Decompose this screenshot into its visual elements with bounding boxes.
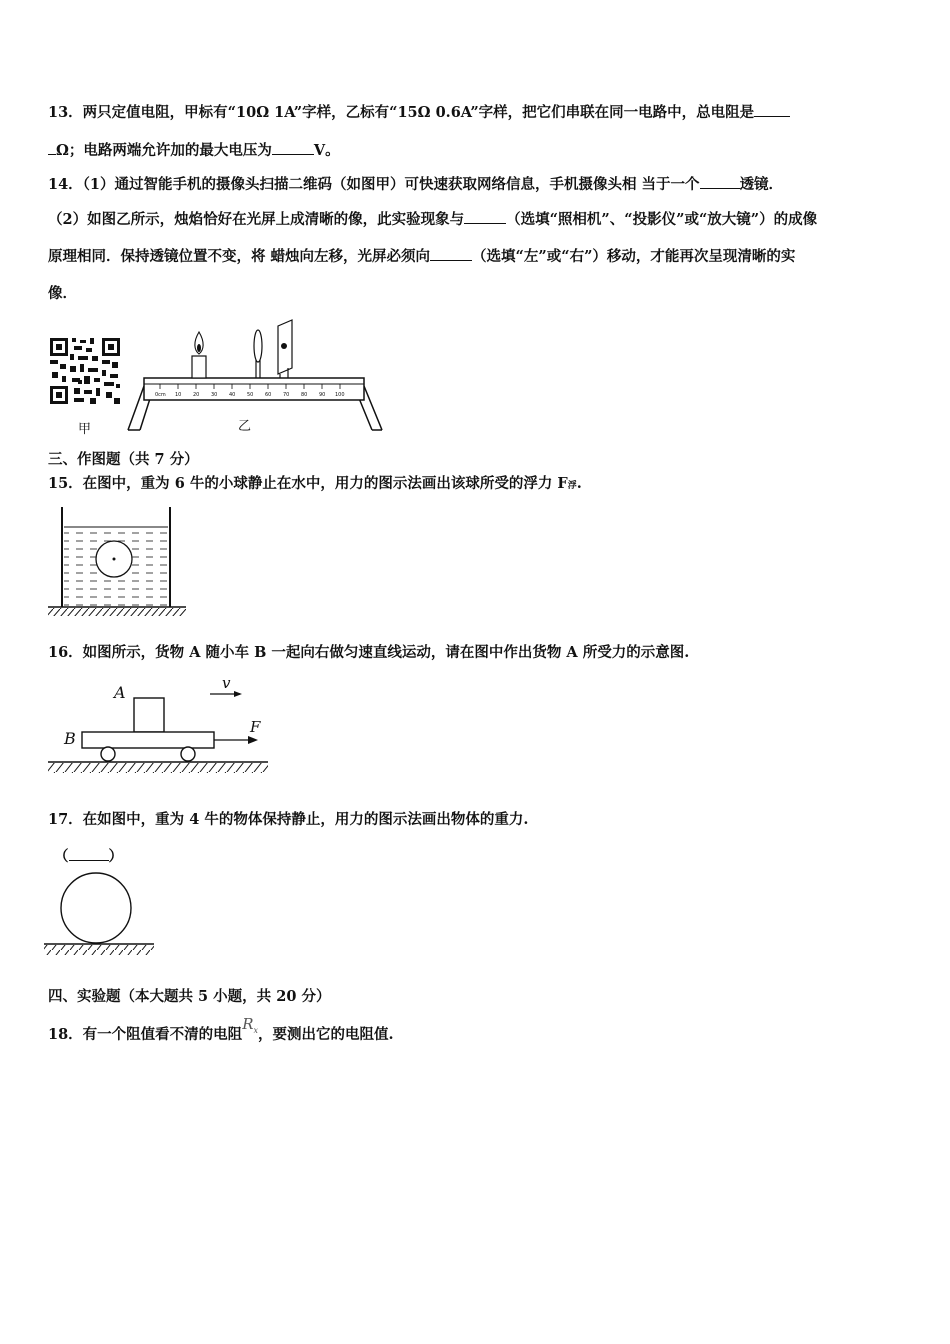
wheel-icon — [101, 747, 115, 761]
wheel-icon — [181, 747, 195, 761]
q14-text1b: 透镜． — [739, 176, 784, 193]
q14-text1: 14．（1）通过智能手机的摄像头扫描二维码（如图甲）可快速获取网络信息，手机摄像头相 当于一个 — [48, 176, 700, 193]
q13-text1: 13．两只定值电阻，甲标有“10Ω 1A”字样，乙标有“15Ω 0.6A”字样，把它们串联在同一电路中，总电阻是 — [48, 104, 755, 121]
q15-end: . — [576, 475, 582, 492]
ruler-tick-80: 80 — [301, 392, 308, 398]
fig-label-jia: 甲 — [78, 422, 92, 437]
ruler-tick-30: 30 — [211, 392, 218, 398]
q17-paren-open: （ — [54, 848, 69, 865]
q18-text-b: ，要测出它的电阻值. — [258, 1026, 394, 1043]
q13-text2: Ω；电路两端允许加的最大电压为 — [56, 142, 272, 159]
q17-line: 17．在如图中，重为 4 牛的物体保持静止，用力的图示法画出物体的重力. — [48, 811, 529, 828]
lens-icon — [254, 330, 262, 362]
q17-answer — [54, 846, 123, 867]
q14-text2: （2）如图乙所示，烛焰恰好在光屏上成清晰的像，此实验现象与 — [48, 211, 465, 228]
optical-bench-figure — [120, 318, 390, 434]
q15-sub: 浮 — [567, 481, 577, 491]
q15-text: 15．在图中，重为 6 牛的小球静止在水中，用力的图示法画出该球所受的浮力 F — [48, 475, 568, 492]
ruler-tick-50: 50 — [247, 392, 254, 398]
ball-on-ground-figure — [42, 870, 158, 960]
fig-label-yi: 乙 — [238, 419, 252, 434]
ball-in-water-figure — [46, 505, 188, 619]
section4-title: 四、实验题（本大题共 5 小题，共 20 分） — [48, 988, 331, 1005]
object-ball-icon — [61, 873, 131, 943]
section3-title: 三、作图题（共 7 分） — [48, 451, 199, 468]
q13-line2 — [48, 140, 340, 161]
ruler-tick-0: 0cm — [155, 392, 166, 398]
label-b: B — [64, 729, 76, 748]
q13-blank2 — [272, 140, 314, 155]
label-f: F — [250, 718, 261, 736]
q13-text3: V。 — [313, 142, 340, 159]
q13-blank1 — [754, 102, 790, 117]
resistor-symbol-sub: x — [253, 1026, 258, 1035]
cart-b-body — [82, 732, 214, 748]
q14-line3 — [48, 246, 795, 267]
q18-text-a: 18．有一个阻值看不清的电阻 — [48, 1026, 243, 1043]
q14-line2 — [48, 209, 817, 230]
ruler-tick-40: 40 — [229, 392, 236, 398]
q14-blank3 — [430, 246, 472, 261]
q14-line1 — [48, 174, 783, 195]
q18-line — [48, 1015, 394, 1047]
qr-code-image — [46, 334, 126, 409]
cart-figure — [46, 672, 272, 780]
ruler-tick-90: 90 — [319, 392, 326, 398]
ruler-tick-70: 70 — [283, 392, 290, 398]
q14-text3b: （选填“左”或“右”）移动，才能再次呈现清晰的实 — [472, 248, 796, 265]
ruler-tick-60: 60 — [265, 392, 272, 398]
label-v: v — [222, 674, 231, 692]
ruler-tick-10: 10 — [175, 392, 182, 398]
cargo-a-box — [134, 698, 164, 732]
resistor-symbol: R — [242, 1015, 254, 1033]
q13-blank1-cont — [48, 140, 56, 155]
q14-blank2 — [464, 209, 506, 224]
label-a: A — [114, 683, 126, 702]
q17-blank — [69, 846, 109, 861]
q15-line — [48, 474, 582, 496]
q14-blank1 — [700, 174, 740, 189]
ruler-tick-20: 20 — [193, 392, 200, 398]
q17-paren-close: ） — [108, 848, 123, 865]
candle-icon — [192, 356, 206, 378]
ruler-tick-100: 100 — [335, 392, 345, 398]
q14-text3: 原理相同．保持透镜位置不变，将 蜡烛向左移，光屏必须向 — [48, 248, 431, 265]
q13-line1 — [48, 102, 790, 123]
q16-line: 16．如图所示，货物 A 随小车 B 一起向右做匀速直线运动，请在图中作出货物 A 所受力的示意图. — [48, 644, 690, 661]
q14-text2b: （选填“照相机”、“投影仪”或“放大镜”）的成像 — [506, 211, 818, 228]
q14-line4: 像． — [48, 285, 77, 302]
